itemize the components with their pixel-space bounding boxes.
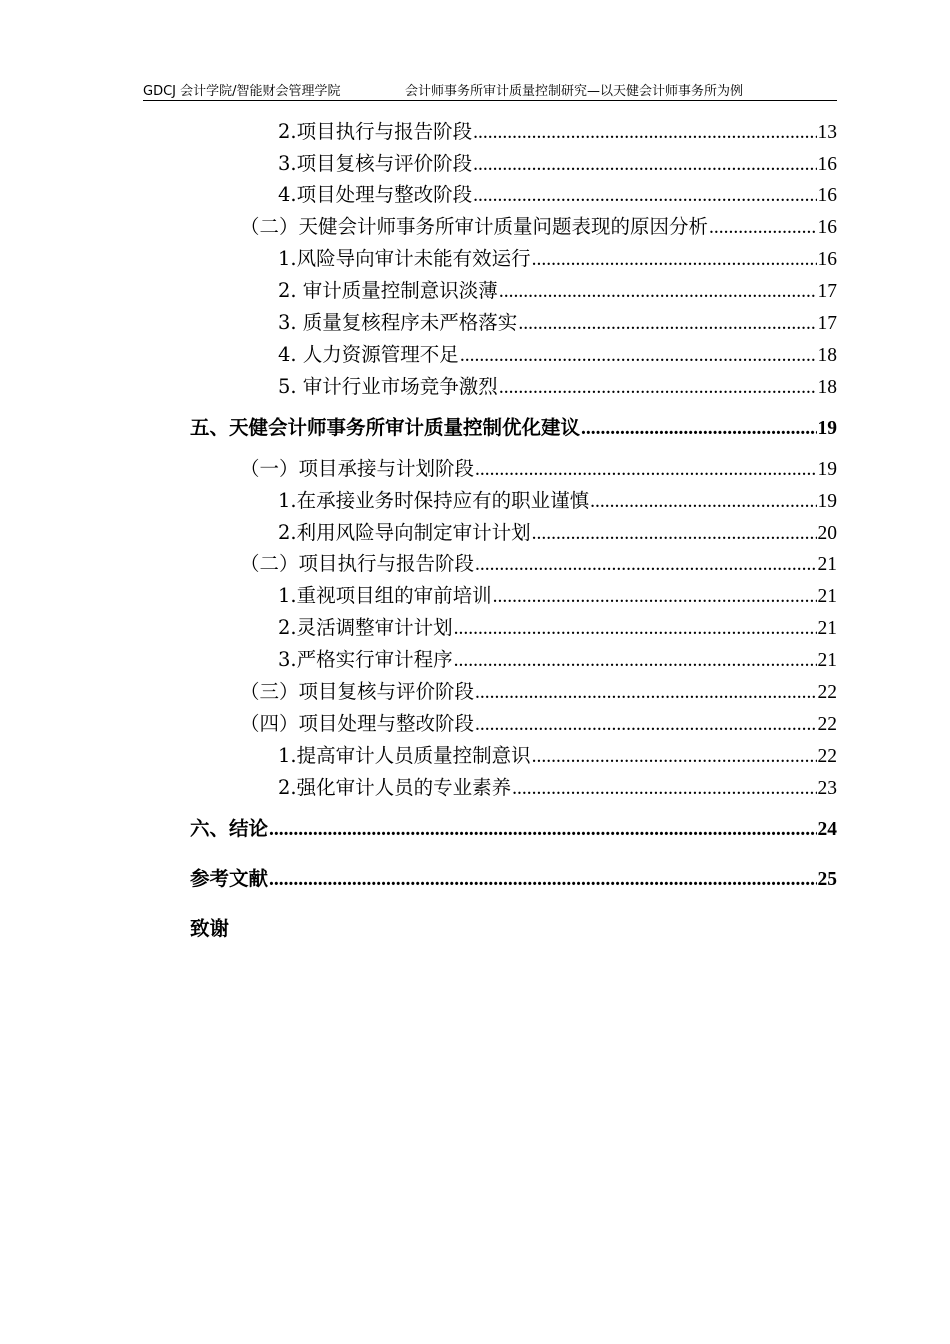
toc-entry-label: （一）项目承接与计划阶段 [240,457,475,480]
toc-entry-label: 2.项目执行与报告阶段 [278,120,473,143]
toc-entry-page: 17 [817,313,837,334]
dot-leader [532,247,817,273]
toc-chapter-entry[interactable] [190,916,229,942]
toc-entry-label: 2. 审计质量控制意识淡薄 [278,279,498,302]
toc-entry-label: （四）项目处理与整改阶段 [240,712,475,735]
toc-entry-label: 1.提高审计人员质量控制意识 [278,744,531,767]
toc-entry-label: 2.灵活调整审计计划 [278,616,453,639]
toc-entry[interactable] [240,214,837,240]
toc-entry[interactable] [278,278,837,304]
toc-entry-label: （二）天健会计师事务所审计质量问题表现的原因分析 [240,215,709,238]
toc-entry[interactable] [278,647,837,673]
toc-entry-page: 21 [817,650,837,671]
toc-entry-label: 3. 质量复核程序未严格落实 [278,311,518,334]
dot-leader [475,457,816,483]
dot-leader [475,712,816,738]
toc-entry-page: 17 [817,281,837,302]
toc-entry-page: 18 [817,345,837,366]
dot-leader [454,648,817,674]
toc-entry[interactable] [278,615,837,641]
toc-entry[interactable] [278,310,837,336]
toc-entry-page: 21 [817,554,837,575]
toc-entry-page: 19 [817,418,837,439]
toc-entry-page: 16 [817,217,837,238]
toc-entry[interactable] [278,182,837,208]
dot-leader [581,416,816,442]
dot-leader [475,552,816,578]
toc-entry[interactable] [278,342,837,368]
dot-leader [473,120,816,146]
toc-entry-page: 20 [817,523,837,544]
toc-entry-label: 5. 审计行业市场竞争激烈 [278,375,498,398]
toc-entry[interactable] [278,583,837,609]
toc-entry[interactable] [278,520,837,546]
toc-entry-label: （二）项目执行与报告阶段 [240,552,475,575]
toc-entry-page: 22 [817,682,837,703]
toc-entry[interactable] [278,119,837,145]
dot-leader [269,817,816,843]
dot-leader [454,616,817,642]
dot-leader [512,776,816,802]
toc-entry-page: 16 [817,249,837,270]
toc-entry[interactable] [240,679,837,705]
toc-entry-label: 4. 人力资源管理不足 [278,343,459,366]
dot-leader [269,867,816,893]
toc-entry-label: 3.项目复核与评价阶段 [278,152,473,175]
dot-leader [709,215,816,241]
toc-entry-page: 25 [817,869,837,890]
header-right-text: 会计师事务所审计质量控制研究—以天健会计师事务所为例 [405,84,744,99]
dot-leader [532,521,817,547]
toc-chapter-entry[interactable] [190,415,837,441]
toc-entry-label: 六、结论 [190,817,269,840]
toc-entry-page: 22 [817,746,837,767]
toc-entry[interactable] [240,711,837,737]
dot-leader [499,375,817,401]
toc-entry-label: 1.风险导向审计未能有效运行 [278,247,531,270]
toc-entry[interactable] [240,551,837,577]
dot-leader [590,489,816,515]
toc-entry-page: 22 [817,714,837,735]
toc-entry[interactable] [278,775,837,801]
toc-entry[interactable] [278,374,837,400]
toc-entry-page: 21 [817,618,837,639]
toc-entry-page: 21 [817,586,837,607]
dot-leader [460,343,817,369]
toc-entry[interactable] [240,456,837,482]
toc-entry-label: 3.严格实行审计程序 [278,648,453,671]
toc-entry-page: 16 [817,185,837,206]
toc-entry-page: 23 [817,778,837,799]
toc-entry-page: 19 [817,491,837,512]
toc-entry-label: 致谢 [190,917,230,940]
dot-leader [493,584,817,610]
toc-entry-label: 2.利用风险导向制定审计计划 [278,521,531,544]
toc-entry-label: 2.强化审计人员的专业素养 [278,776,512,799]
dot-leader [473,183,816,209]
dot-leader [532,744,817,770]
toc-entry-label: 参考文献 [190,867,269,890]
toc-entry-label: 1.在承接业务时保持应有的职业谨慎 [278,489,590,512]
toc-entry-page: 18 [817,377,837,398]
toc-entry-page: 19 [817,459,837,480]
toc-entry-label: 五、天健会计师事务所审计质量控制优化建议 [190,416,581,439]
toc-entry-label: 1.重视项目组的审前培训 [278,584,492,607]
toc-entry-label: （三）项目复核与评价阶段 [240,680,475,703]
dot-leader [473,152,816,178]
toc-entry[interactable] [278,246,837,272]
toc-entry-label: 4.项目处理与整改阶段 [278,183,473,206]
header-left-text: GDCJ 会计学院/智能财会管理学院 [143,84,341,99]
toc-entry-page: 24 [817,819,837,840]
dot-leader [518,311,816,337]
toc-entry[interactable] [278,151,837,177]
toc-entry[interactable] [278,743,837,769]
dot-leader [475,680,816,706]
toc-chapter-entry[interactable] [190,866,837,892]
toc-entry[interactable] [278,488,837,514]
dot-leader [499,279,817,305]
toc-entry-page: 16 [817,154,837,175]
toc-chapter-entry[interactable] [190,816,837,842]
toc-entry-page: 13 [817,122,837,143]
